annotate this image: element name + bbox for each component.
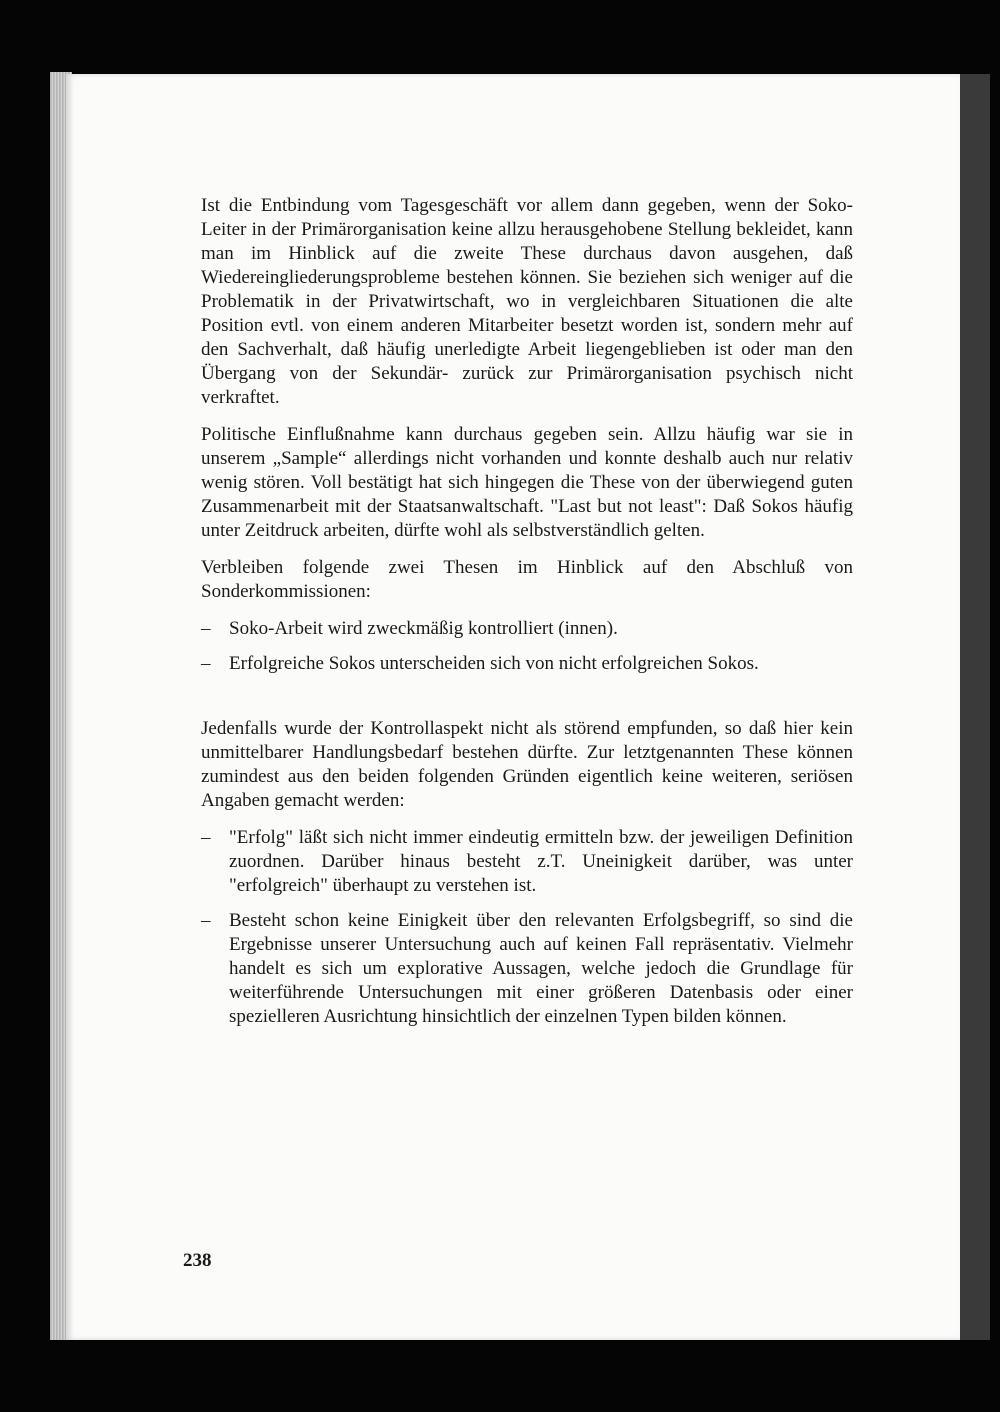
list-item: [201, 826, 853, 898]
reasons-list: [201, 826, 853, 1029]
list-item: [201, 909, 853, 1029]
dash-marker: –: [201, 653, 211, 674]
list-item-text: "Erfolg" läßt sich nicht immer eindeutig ermitteln bzw. der jeweiligen Definition zuordnen. Darüber hinaus besteht z.T. Uneinigkeit darüber, was unter "erfolgreich" überhaupt zu verstehen ist.: [229, 827, 853, 896]
paragraph-verbleiben-thesen: Verbleiben folgende zwei Thesen im Hinblick auf den Abschluß von Sonderkommissionen:: [201, 557, 853, 602]
dash-marker: –: [201, 910, 211, 931]
section-spacer: [201, 687, 853, 717]
list-item-text: Soko-Arbeit wird zweckmäßig kontrolliert (innen).: [229, 618, 618, 639]
page-shadow-strip: [960, 74, 990, 1340]
theses-list: [201, 617, 853, 676]
paragraph-politische-einflussnahme: Politische Einflußnahme kann durchaus gegeben sein. Allzu häufig war sie in unserem „Sample“ allerdings nicht vorhanden und konnte deshalb auch nur relativ wenig stören. Voll bestätigt hat sich hingegen die These von der überwiegend guten Zusammenarbeit mit der Staatsanwaltschaft. "Last but not least": Daß Sokos häufig unter Zeitdruck arbeiten, dürfte wohl als selbstverständlich gelten.: [201, 424, 853, 541]
book-page: [66, 74, 960, 1340]
list-item: [201, 617, 853, 641]
page-body: [201, 194, 853, 1040]
paragraph-entbindung: Ist die Entbindung vom Tagesgeschäft vor allem dann gegeben, wenn der Soko-Leiter in der Primärorganisation keine allzu herausgehobene Stellung bekleidet, kann man im Hinblick auf die zweite These durchaus davon ausgehen, daß Wiedereingliederungsprobleme bestehen können. Sie beziehen sich weniger auf die Problematik in der Privatwirtschaft, wo in vergleichbaren Situationen die alte Position evtl. von einem anderen Mitarbeiter besetzt worden ist, sondern mehr auf den Sachverhalt, daß häufig unerledigte Arbeit liegengeblieben ist oder man den Übergang von der Sekundär- zurück zur Primärorganisation psychisch nicht verkraftet.: [201, 195, 853, 408]
paragraph-kontrollaspekt: Jedenfalls wurde der Kontrollaspekt nicht als störend empfunden, so daß hier kein unmittelbarer Handlungsbedarf bestehen dürfte. Zur letztgenannten These können zumindest aus den beiden folgenden Gründen eigentlich keine weiteren, seriösen Angaben gemacht werden:: [201, 718, 853, 811]
page-number: 238: [183, 1250, 212, 1271]
list-item-text: Erfolgreiche Sokos unterscheiden sich von nicht erfolgreichen Sokos.: [229, 653, 759, 674]
list-item: [201, 652, 853, 676]
dash-marker: –: [201, 618, 211, 639]
list-item-text: Besteht schon keine Einigkeit über den relevanten Erfolgsbegriff, so sind die Ergebnisse unserer Untersuchung auch auf keinen Fall repräsentativ. Vielmehr handelt es sich um explorative Aussagen, welche jedoch die Grundlage für weiterführende Untersuchungen mit einer größeren Datenbasis oder einer spezielleren Ausrichtung hinsichtlich der einzelnen Typen bilden können.: [229, 910, 853, 1027]
dash-marker: –: [201, 827, 211, 848]
